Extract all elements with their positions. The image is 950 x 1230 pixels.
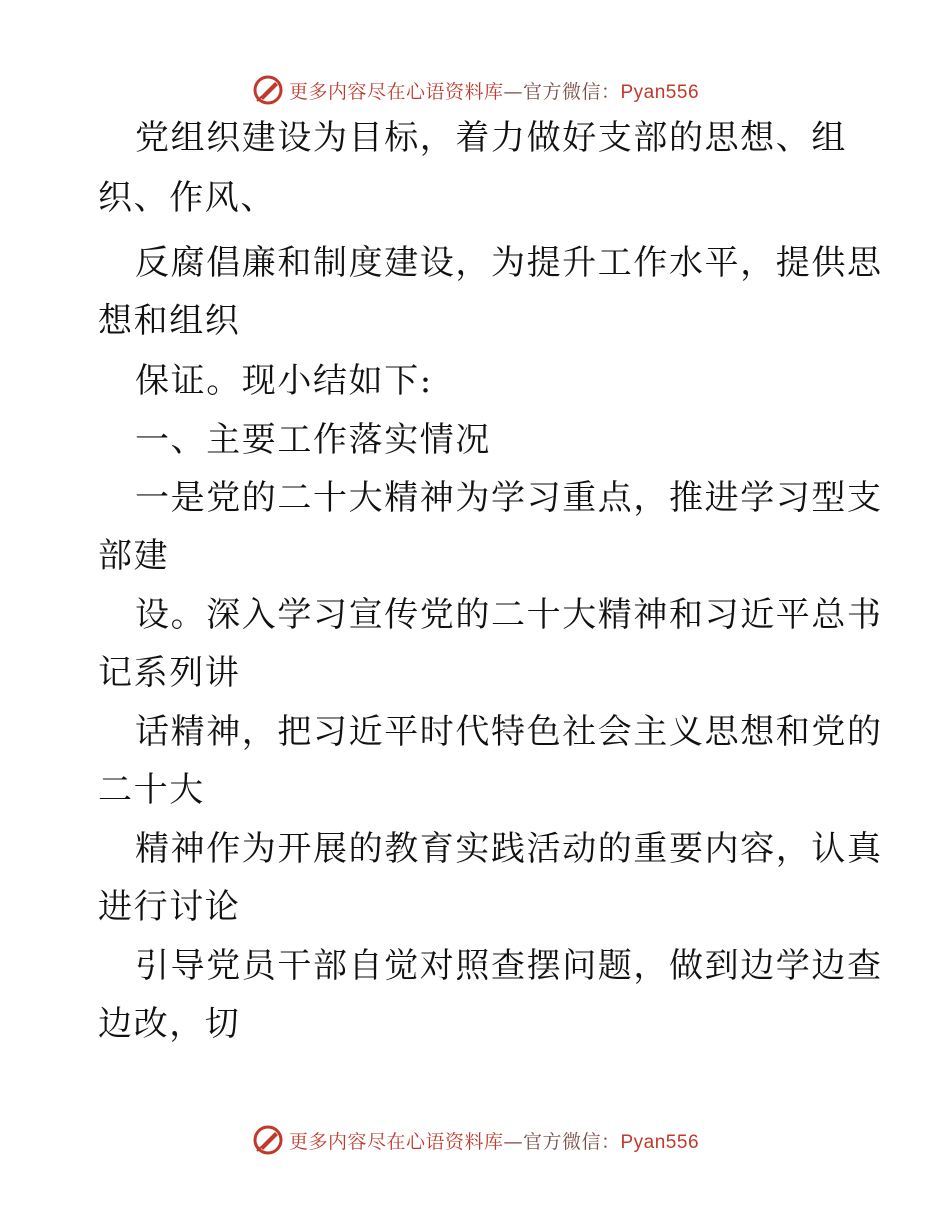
body-line: 一是党的二十大精神为学习重点，推进学习型支 [135,478,883,518]
header-watermark [0,70,950,110]
quill-logo-icon [251,73,285,107]
body-line: 引导党员干部自觉对照查摆问题，做到边学边查 [135,946,883,986]
watermark-account: Pyan556 [620,81,700,103]
quill-logo-icon [251,1123,285,1157]
watermark-title: 更多内容尽在心语资料库 [288,1130,504,1153]
watermark-account: Pyan556 [620,1131,700,1153]
body-line: 保证。现小结如下: [135,361,433,401]
watermark-text [289,1127,699,1154]
body-line: 想和组织 [98,301,241,341]
watermark-title: 更多内容尽在心语资料库 [288,80,504,103]
section-heading: 一、主要工作落实情况 [135,420,491,460]
body-line: 部建 [98,536,170,576]
body-line: 党组织建设为目标，着力做好支部的思想、组 [135,118,847,158]
body-line: 话精神，把习近平时代特色社会主义思想和党的 [135,712,883,752]
watermark-contact: 官方微信： [522,1130,621,1153]
body-line: 精神作为开展的教育实践活动的重要内容，认真 [135,829,883,869]
watermark-contact: 官方微信： [522,80,621,103]
body-line: 反腐倡廉和制度建设，为提升工作水平，提供思 [135,243,883,283]
watermark-text [289,77,699,104]
body-line: 记系列讲 [98,653,241,693]
footer-watermark [0,1120,950,1160]
body-line: 边改，切 [98,1004,241,1044]
body-line: 二十大 [98,770,205,810]
body-line: 织、作风、 [98,178,276,218]
watermark-separator: — [503,1130,523,1153]
watermark-separator: — [503,80,523,103]
body-line: 进行讨论 [98,887,241,927]
body-line: 设。深入学习宣传党的二十大精神和习近平总书 [135,595,883,635]
